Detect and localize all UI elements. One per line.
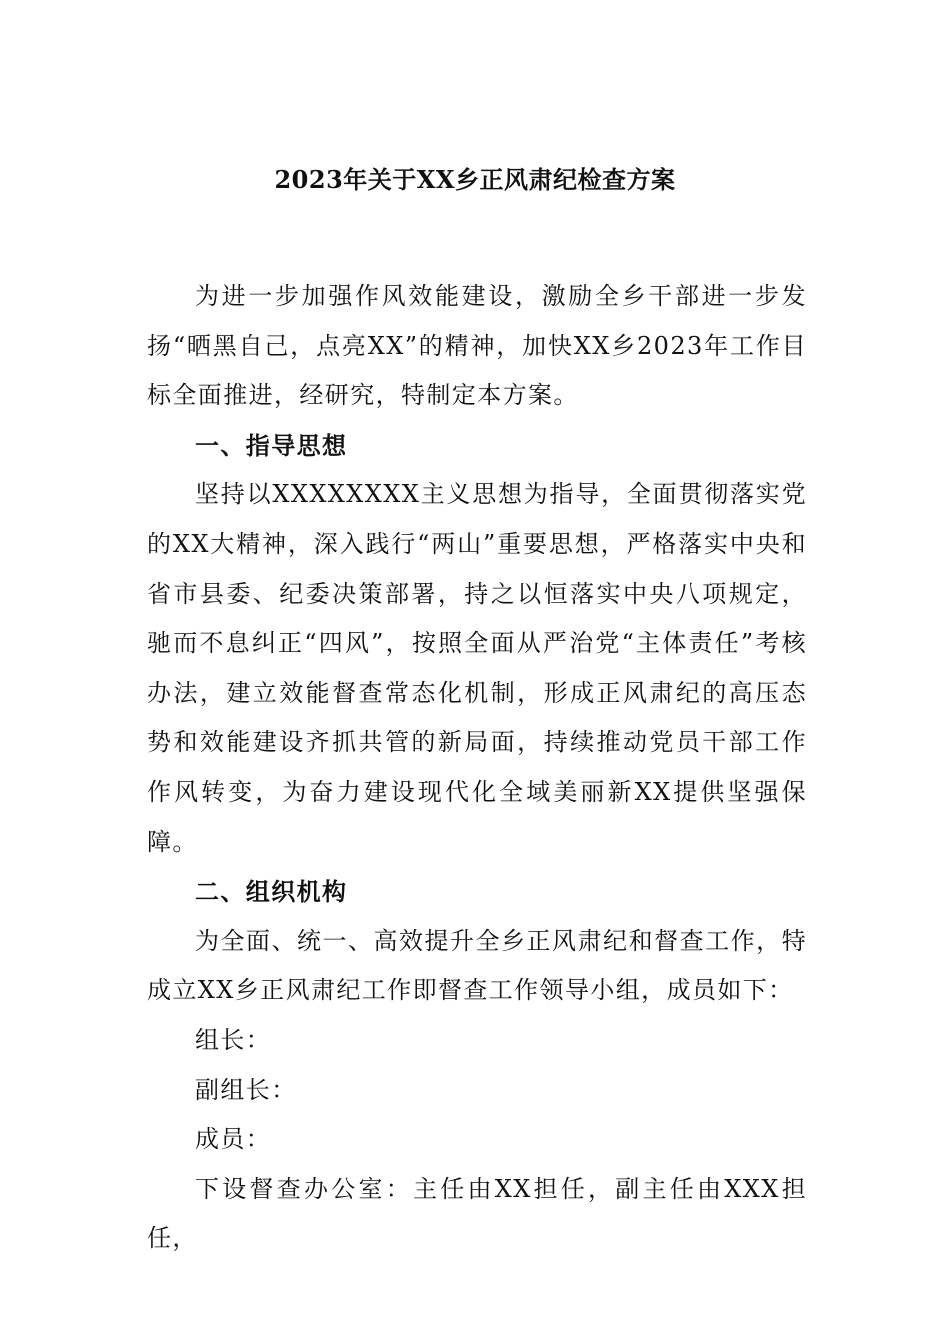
members-line: 成员： (195, 1125, 272, 1154)
deputy-leader-line: 副组长： (195, 1075, 297, 1104)
section-heading-organization: 二、组织机构 (195, 877, 348, 907)
guiding-thought-paragraph: 坚持以XXXXXXXX主义思想为指导，全面贯彻落实党的XX大精神，深入践行“两山”重要思想，严格落实中央和省市县委、纪委决策部署，持之以恒落实中央八项规定，驰而不息纠正“四风”，按照全面从严治党“主体责任”考核办法，建立效能督查常态化机制，形成正风肃纪的高压态势和效能建设齐抓共管的新局面，持续推动党员干部工作作风转变，为奋力建设现代化全域美丽新XX提供坚强保障。 (147, 480, 807, 856)
document-body (147, 272, 807, 1264)
office-line: 下设督查办公室：主任由XX担任，副主任由XXX担任， (147, 1174, 807, 1253)
organization-paragraph: 为全面、统一、高效提升全乡正风肃纪和督查工作，特成立XX乡正风肃纪工作即督查工作领导小组，成员如下： (147, 926, 807, 1005)
leader-line: 组长： (195, 1025, 272, 1054)
intro-paragraph: 为进一步加强作风效能建设，激励全乡干部进一步发扬“晒黑自己，点亮XX”的精神，加快XX乡2023年工作目标全面推进，经研究，特制定本方案。 (147, 282, 807, 410)
document-title: 2023年关于XX乡正风肃纪检查方案 (274, 165, 676, 194)
section-heading-guiding-thought: 一、指导思想 (195, 430, 348, 460)
